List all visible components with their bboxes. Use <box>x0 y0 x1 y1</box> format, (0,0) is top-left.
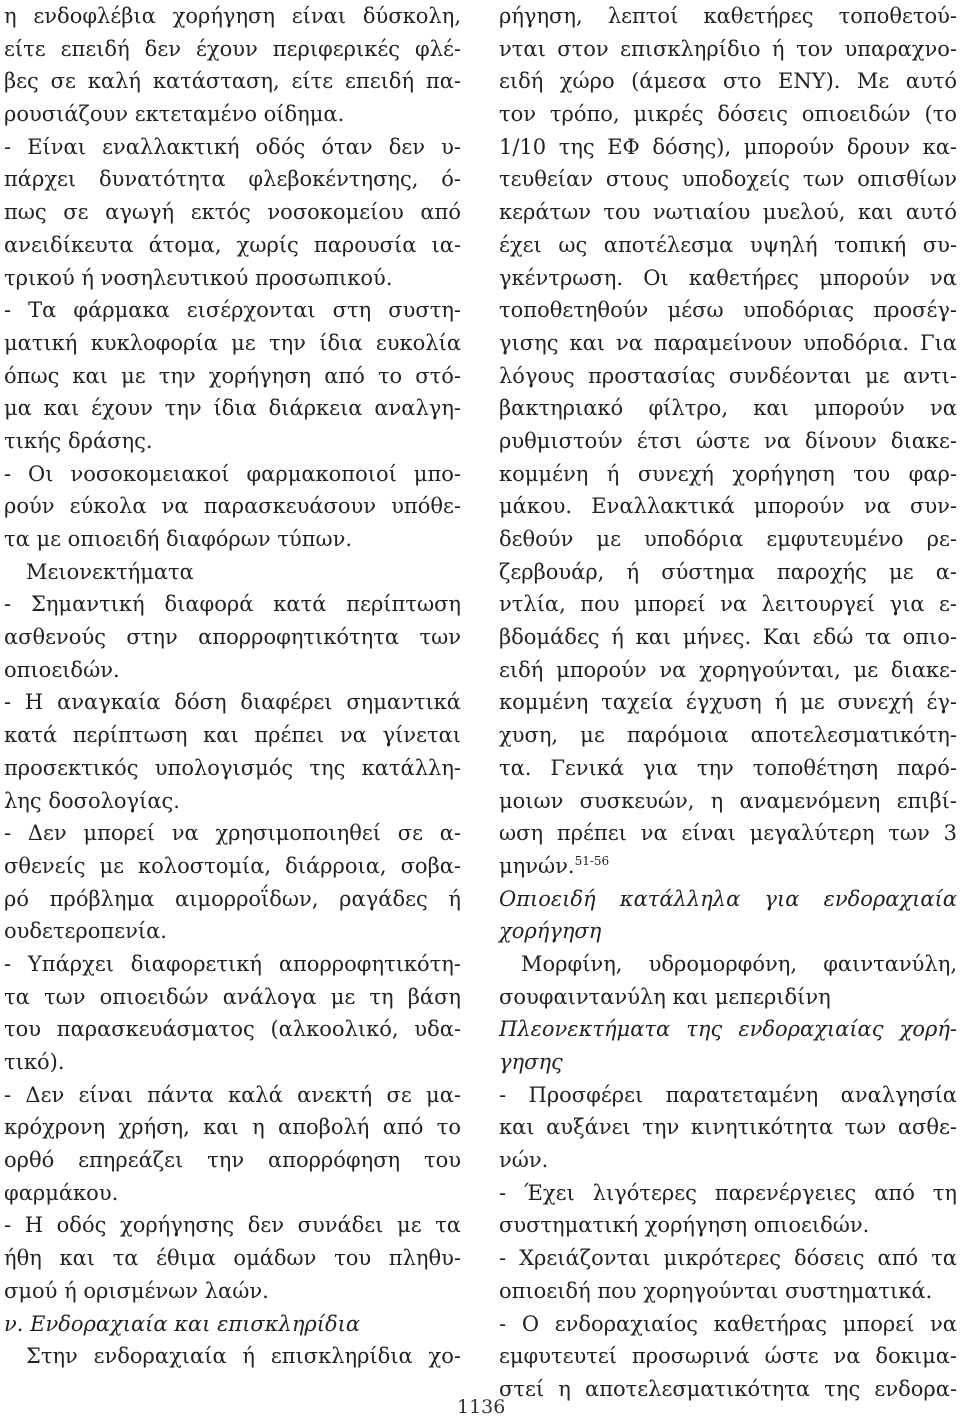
text-line <box>499 850 957 883</box>
text-line <box>4 1275 461 1308</box>
line-text: όπως και με την χορήγηση από το στό- <box>4 363 461 388</box>
text-line <box>499 490 957 523</box>
line-text: Μειονεκτήματα <box>26 559 194 584</box>
text-line <box>499 229 957 262</box>
text-line <box>499 588 957 621</box>
text-line <box>4 1111 461 1144</box>
text-line <box>4 523 461 556</box>
text-line <box>499 1177 957 1210</box>
text-line <box>499 981 957 1014</box>
text-line <box>4 98 461 131</box>
line-text: - Σημαντική διαφορά κατά περίπτωση <box>4 592 461 617</box>
text-line <box>4 981 461 1014</box>
text-line <box>4 1046 461 1079</box>
text-line <box>499 1013 957 1046</box>
text-line <box>499 1079 957 1112</box>
text-line <box>499 915 957 948</box>
text-line <box>499 1209 957 1242</box>
text-line <box>499 1046 957 1079</box>
text-line <box>4 196 461 229</box>
text-line <box>499 883 957 916</box>
text-line <box>4 33 461 66</box>
line-text: ρουσιάζουν εκτεταμένο οίδημα. <box>4 102 345 127</box>
line-text: ρήγηση, λεπτοί καθετήρες τοποθετού- <box>499 4 957 28</box>
line-text: τα με οπιοειδή διαφόρων τύπων. <box>4 527 353 551</box>
line-text: σμού ή ορισμένων λαών. <box>4 1278 269 1303</box>
text-line <box>499 1373 957 1406</box>
line-text: - Η οδός χορήγησης δεν συνάδει με τα <box>4 1213 461 1238</box>
text-line <box>499 1144 957 1177</box>
line-text: γησης <box>499 1050 563 1074</box>
line-text: μάκου. Εναλλακτικά μπορούν να συν- <box>499 494 957 519</box>
line-text: τρικού ή νοσηλευτικού προσωπικού. <box>4 265 393 290</box>
line-text: ζερβουάρ, ή σύστημα παροχής με α- <box>499 559 957 584</box>
line-text: ρούν εύκολα να παρασκευάσουν υπόθε- <box>4 494 461 519</box>
line-text: 1/10 της ΕΦ δόσης), μπορούν δρουν κα- <box>499 134 957 159</box>
line-text: χορήγηση <box>499 919 602 944</box>
line-text: - Δεν μπορεί να χρησιμοποιηθεί σε α- <box>4 821 461 846</box>
line-text: σουφαιντανύλη και μεπεριδίνη <box>499 984 831 1009</box>
line-text: και αυξάνει την κινητικότητα των ασθε- <box>499 1115 957 1140</box>
line-text: οπιοειδή που χορηγούνται συστηματικά. <box>499 1278 933 1303</box>
line-text: προσεκτικός υπολογισμός της κατάλλη- <box>4 755 461 780</box>
text-line <box>499 752 957 785</box>
line-text: ν. Ενδοραχιαία και επισκληρίδια <box>4 1311 361 1336</box>
text-line <box>499 523 957 556</box>
line-text: τοποθετηθούν μέσω υποδόριας προσέγ- <box>499 298 957 323</box>
text-line <box>499 948 957 981</box>
line-text: Οπιοειδή κατάλληλα για ενδοραχιαία <box>499 886 957 911</box>
text-line <box>499 33 957 66</box>
line-text: ανειδίκευτα άτομα, χωρίς παρουσία ια- <box>4 232 461 257</box>
text-line <box>4 131 461 164</box>
line-text: σθενείς με κολοστομία, διάρροια, σοβα- <box>4 853 461 878</box>
line-text: λόγους προστασίας συνδέονται με αντι- <box>499 363 957 388</box>
text-line <box>499 294 957 327</box>
text-line <box>499 1111 957 1144</box>
line-text: εμφυτευτεί προσωρινά ώστε να δοκιμα- <box>499 1344 957 1369</box>
text-line <box>4 1144 461 1177</box>
text-line <box>4 850 461 883</box>
line-text: Μορφίνη, υδρομορφόνη, φαιντανύλη, <box>521 951 957 976</box>
text-line <box>499 262 957 295</box>
text-line <box>4 1177 461 1210</box>
text-line <box>4 1242 461 1275</box>
line-text: χυση, με παρόμοια αποτελεσματικότη- <box>499 723 957 748</box>
line-text: - Η αναγκαία δόση διαφέρει σημαντικά <box>4 690 461 715</box>
line-text: Στην ενδοραχιαία ή επισκληρίδια χο- <box>26 1344 461 1369</box>
line-text: νών. <box>499 1148 549 1173</box>
line-text: η ενδοφλέβια χορήγηση είναι δύσκολη, <box>4 4 461 28</box>
line-text: ματική κυκλοφορία με την ίδια ευκολία <box>4 330 461 355</box>
text-line <box>4 458 461 491</box>
citation-superscript: 51-56 <box>574 853 610 868</box>
text-line <box>4 360 461 393</box>
text-line <box>499 654 957 687</box>
line-text: βδομάδες ή και μήνες. Και εδώ τα οπιο- <box>499 625 957 650</box>
line-text: ήθη και τα έθιμα ομάδων του πληθυ- <box>4 1246 461 1271</box>
line-text: ασθενούς στην απορροφητικότητα των <box>4 625 461 650</box>
line-text: κομμένη ή συνεχή χορήγηση του φαρ- <box>499 461 957 486</box>
line-text: ειδή χώρο (άμεσα στο ΕΝΥ). Με αυτό <box>499 69 957 94</box>
line-text: τευθείαν στους υποδοχείς των οπισθίων <box>499 167 957 192</box>
text-line <box>4 1079 461 1112</box>
line-text: - Προσφέρει παρατεταμένη αναλγησία <box>499 1082 957 1107</box>
line-text: οπιοειδών. <box>4 657 120 682</box>
text-line <box>499 1340 957 1373</box>
line-text: - Τα φάρμακα εισέρχονται στη συστη- <box>4 298 461 323</box>
line-text: ντλία, που μπορεί να λειτουργεί για ε- <box>499 592 957 617</box>
text-line <box>4 0 461 33</box>
text-line <box>4 817 461 850</box>
text-line <box>4 425 461 458</box>
text-line <box>499 1242 957 1275</box>
line-text: ρυθμιστούν έτσι ώστε να δίνουν διακε- <box>499 428 957 453</box>
line-text: - Δεν είναι πάντα καλά ανεκτή σε μα- <box>4 1082 461 1107</box>
line-text: είτε επειδή δεν έχουν περιφερικές φλέ- <box>4 36 461 61</box>
text-line <box>4 948 461 981</box>
line-text: ειδή μπορούν να χορηγούνται, με διακε- <box>499 657 957 682</box>
text-line <box>4 294 461 327</box>
line-text: βακτηριακό φίλτρο, και μπορούν να <box>499 396 957 421</box>
text-line <box>499 686 957 719</box>
line-text: τικής δράσης. <box>4 428 153 453</box>
text-line <box>4 1209 461 1242</box>
text-line <box>499 131 957 164</box>
text-line <box>499 65 957 98</box>
line-text: - Είναι εναλλακτική οδός όταν δεν υ- <box>4 134 461 159</box>
line-text: τα των οπιοειδών ανάλογα με τη βάση <box>4 984 461 1009</box>
text-line <box>4 654 461 687</box>
left-column <box>4 0 461 1373</box>
line-text: - Χρειάζονται μικρότερες δόσεις από τα <box>499 1246 957 1271</box>
line-text: - Ο ενδοραχιαίος καθετήρας μπορεί να <box>499 1311 957 1336</box>
text-line <box>4 229 461 262</box>
text-line <box>499 458 957 491</box>
line-text: συστηματική χορήγηση οπιοειδών. <box>499 1213 870 1238</box>
text-line <box>4 1013 461 1046</box>
text-line <box>499 196 957 229</box>
text-line <box>499 327 957 360</box>
page-number: 1136 <box>457 1396 506 1418</box>
text-line <box>4 719 461 752</box>
text-line <box>4 65 461 98</box>
text-line <box>4 785 461 818</box>
text-line <box>4 621 461 654</box>
text-line <box>499 817 957 850</box>
text-line <box>499 1308 957 1341</box>
line-text: φαρμάκου. <box>4 1180 119 1205</box>
text-line <box>499 425 957 458</box>
line-text: μα και έχουν την ίδια διάρκεια αναλγη- <box>4 396 461 421</box>
line-text: πάρχει δυνατότητα φλεβοκέντησης, ό- <box>4 167 461 192</box>
line-text: Πλεονεκτήματα της ενδοραχιαίας χορή- <box>499 1017 957 1042</box>
text-line <box>4 490 461 523</box>
text-line <box>499 556 957 589</box>
text-line <box>4 883 461 916</box>
text-line <box>4 915 461 948</box>
right-column <box>499 0 957 1406</box>
text-line <box>499 392 957 425</box>
line-text: - Υπάρχει διαφορετική απορροφητικότη- <box>4 951 461 976</box>
line-text: ουδετεροπενία. <box>4 919 167 944</box>
text-line <box>4 752 461 785</box>
text-line <box>499 163 957 196</box>
text-line <box>4 1340 461 1373</box>
line-text: μηνών. <box>499 853 575 878</box>
text-line <box>499 1275 957 1308</box>
line-text: δεθούν με υποδόρια εμφυτευμένο ρε- <box>499 527 957 551</box>
text-line <box>4 1308 461 1341</box>
text-line <box>499 98 957 131</box>
line-text: κρόχρονη χρήση, και η αποβολή από το <box>4 1115 461 1140</box>
text-line <box>499 621 957 654</box>
text-line <box>499 0 957 33</box>
line-text: βες σε καλή κατάσταση, είτε επειδή πα- <box>4 69 461 94</box>
text-line <box>499 360 957 393</box>
text-line <box>4 392 461 425</box>
text-line <box>499 719 957 752</box>
line-text: μοιων συσκευών, η αναμενόμενη επιβί- <box>499 788 957 813</box>
line-text: στεί η αποτελεσματικότητα της ενδορα- <box>499 1376 957 1401</box>
text-line <box>499 785 957 818</box>
text-line <box>4 327 461 360</box>
line-text: πως σε αγωγή εκτός νοσοκομείου από <box>4 200 461 225</box>
text-line <box>4 262 461 295</box>
line-text: ρό πρόβλημα αιμορροΐδων, ραγάδες ή <box>4 886 461 911</box>
line-text: ορθό επηρεάζει την απορρόφηση του <box>4 1148 461 1173</box>
line-text: κομμένη ταχεία έγχυση ή με συνεχή έγ- <box>499 690 957 715</box>
line-text: του παρασκευάσματος (αλκοολικό, υδα- <box>4 1017 461 1042</box>
line-text: έχει ως αποτέλεσμα υψηλή τοπική συ- <box>499 232 957 257</box>
line-text: τικό). <box>4 1050 65 1074</box>
line-text: νται στον επισκληρίδιο ή τον υπαραχνο- <box>499 36 957 61</box>
line-text: - Οι νοσοκομειακοί φαρμακοποιοί μπο- <box>4 461 461 486</box>
text-line <box>4 686 461 719</box>
text-line <box>4 556 461 589</box>
line-text: κεράτων του νωτιαίου μυελού, και αυτό <box>499 200 957 225</box>
text-line <box>4 163 461 196</box>
line-text: τα. Γενικά για την τοποθέτηση παρό- <box>499 755 957 780</box>
line-text: λης δοσολογίας. <box>4 788 180 813</box>
line-text: τον τρόπο, μικρές δόσεις οπιοειδών (το <box>499 102 957 127</box>
line-text: γισης και να παραμείνουν υποδόρια. Για <box>499 330 957 355</box>
line-text: - Έχει λιγότερες παρενέργειες από τη <box>499 1180 957 1205</box>
line-text: γκέντρωση. Οι καθετήρες μπορούν να <box>499 265 957 290</box>
line-text: ωση πρέπει να είναι μεγαλύτερη των 3 <box>499 821 957 846</box>
text-line <box>4 588 461 621</box>
line-text: κατά περίπτωση και πρέπει να γίνεται <box>4 723 461 748</box>
